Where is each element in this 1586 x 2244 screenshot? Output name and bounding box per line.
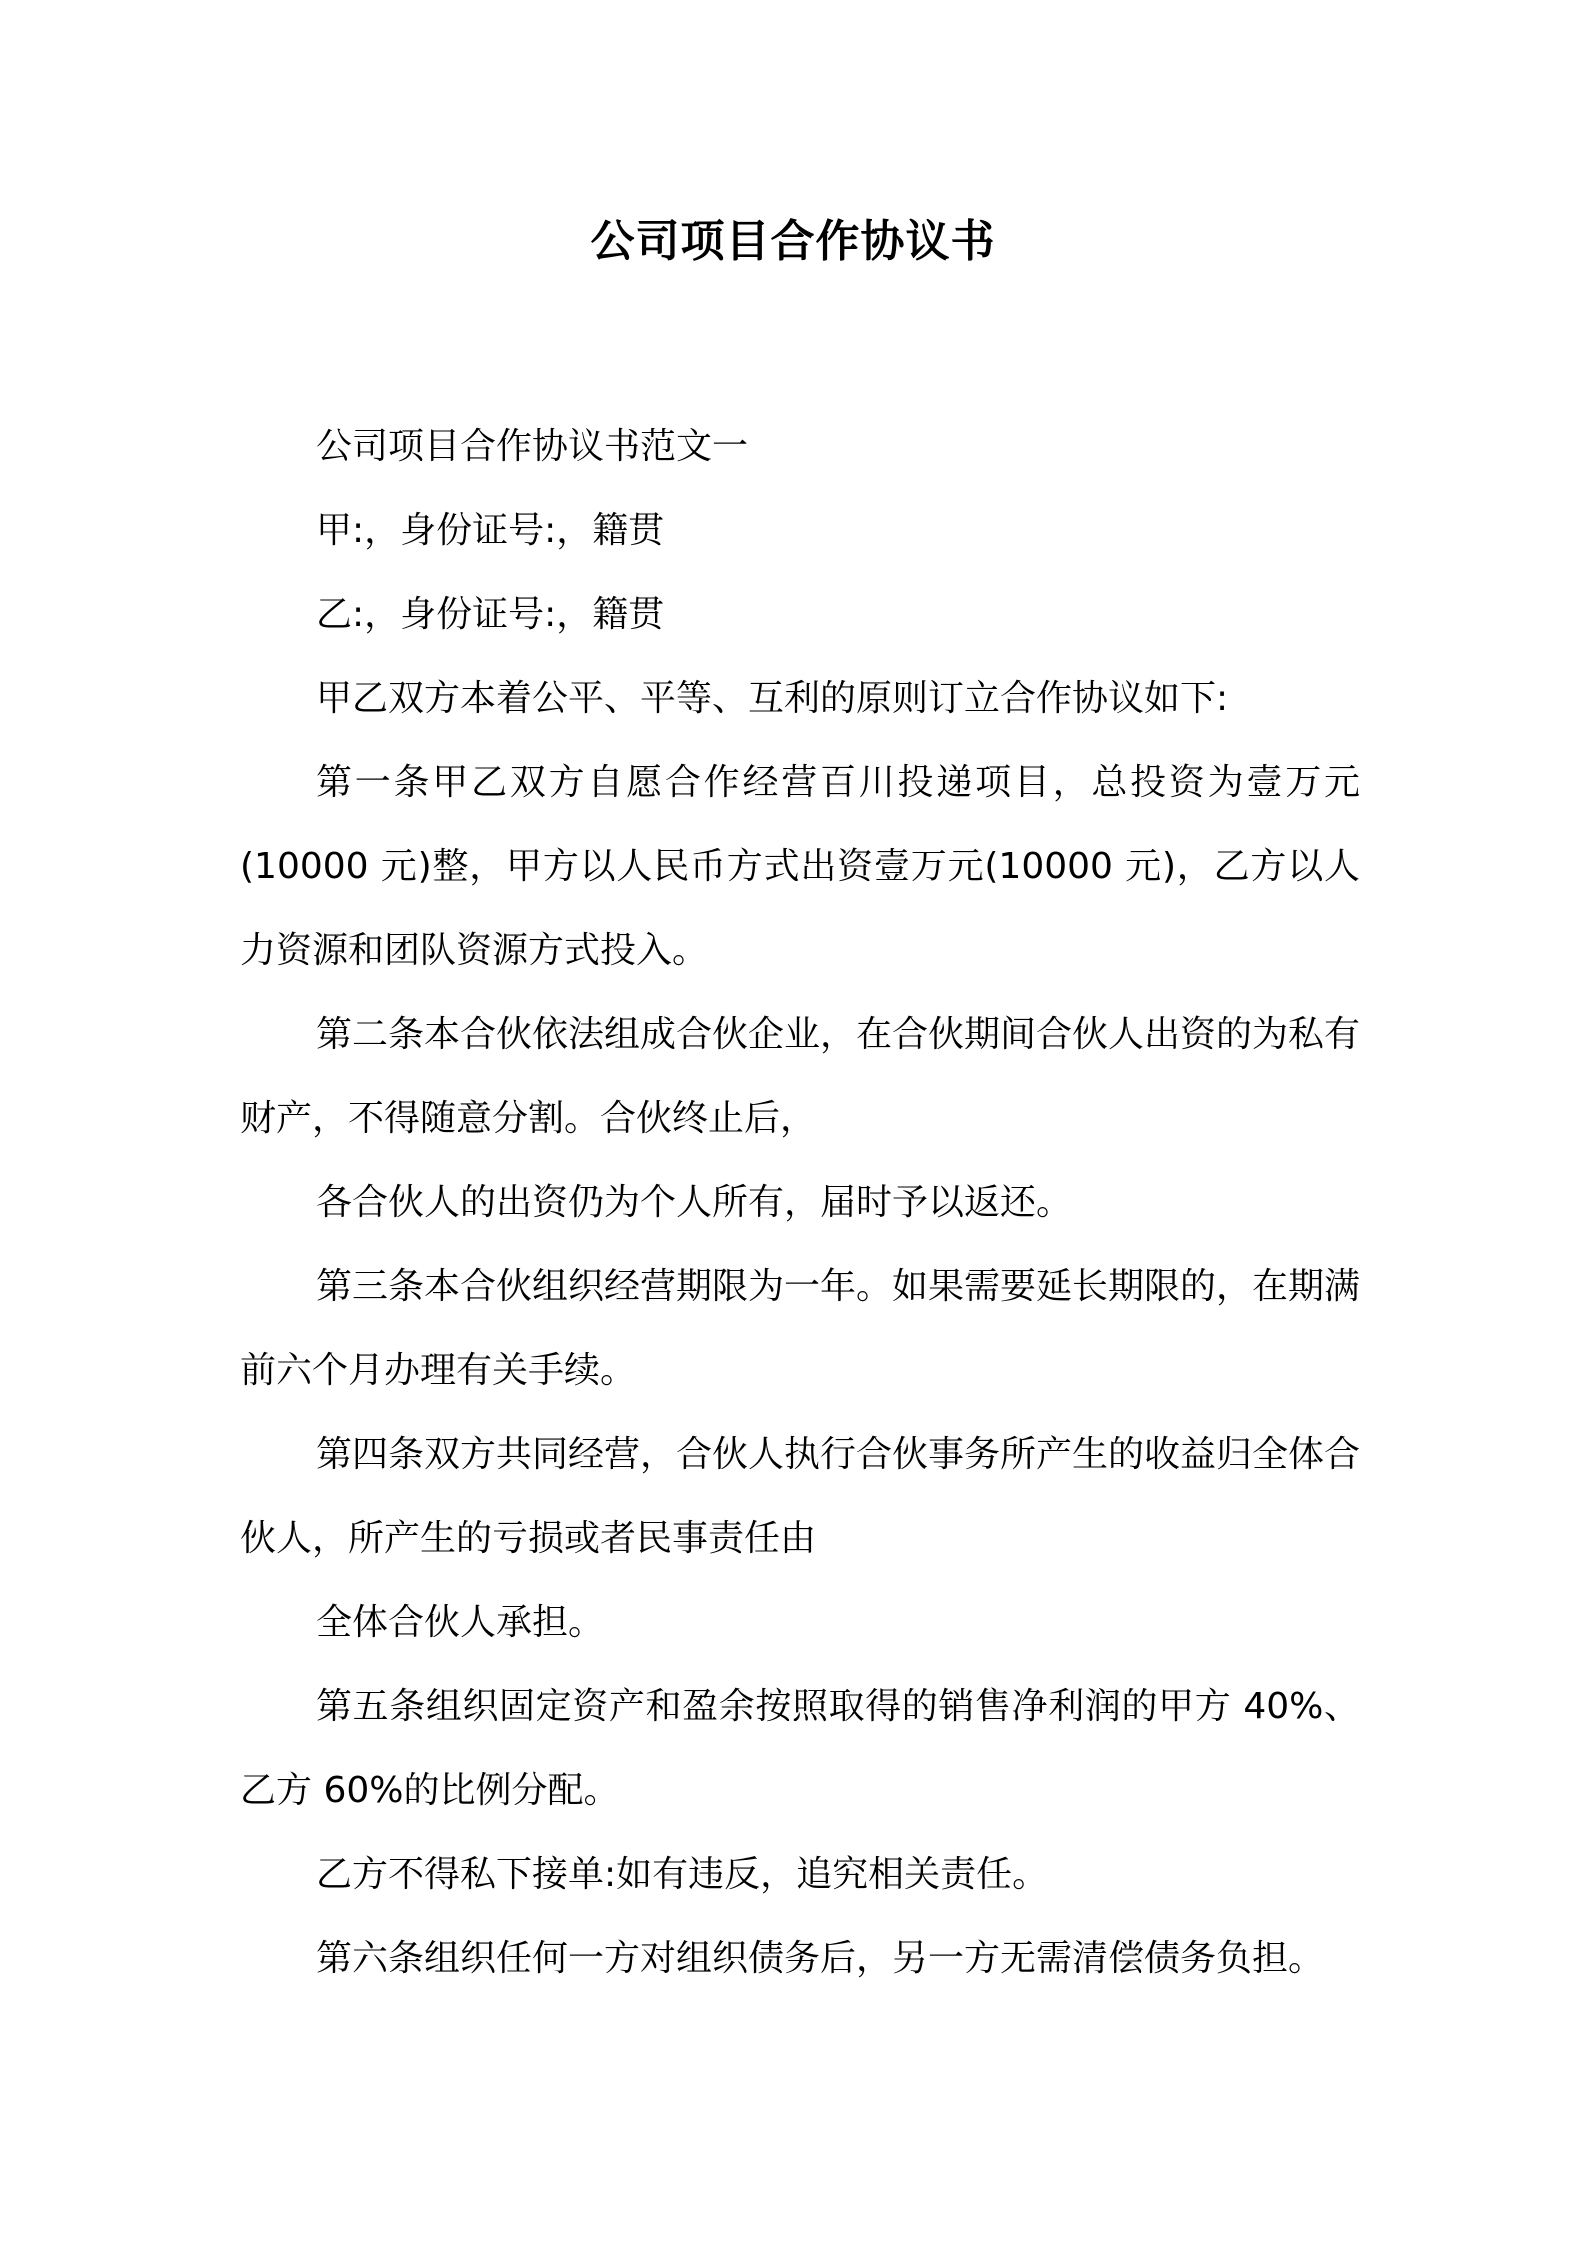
paragraph-subtitle: 公司项目合作协议书范文一	[316, 426, 749, 467]
paragraph-article-6: 第六条组织任何一方对组织债务后，另一方无需清偿债务负担。	[316, 1938, 1325, 1979]
paragraph-article-5: 第五条组织固定资产和盈余按照取得的销售净利润的甲方 40%、乙方 60%的比例分配。	[240, 1686, 1360, 1811]
paragraph-party-a: 甲:，身份证号:，籍贯	[316, 510, 665, 551]
paragraph-article-2: 第二条本合伙依法组成合伙企业，在合伙期间合伙人出资的为私有财产，不得随意分割。合伙终止后，	[240, 1014, 1361, 1139]
document-body	[240, 405, 1360, 2001]
paragraph-party-b: 乙:，身份证号:，籍贯	[316, 594, 665, 635]
paragraph-article-5-note: 乙方不得私下接单:如有违反，追究相关责任。	[316, 1854, 1049, 1895]
paragraph-preamble: 甲乙双方本着公平、平等、互利的原则订立合作协议如下:	[316, 678, 1229, 719]
paragraph-article-1: 第一条甲乙双方自愿合作经营百川投递项目，总投资为壹万元(10000 元)整，甲方以人民币方式出资壹万元(10000 元)，乙方以人力资源和团队资源方式投入。	[240, 762, 1360, 971]
paragraph-article-4: 第四条双方共同经营，合伙人执行合伙事务所产生的收益归全体合伙人，所产生的亏损或者民事责任由	[240, 1434, 1361, 1559]
paragraph-article-3: 第三条本合伙组织经营期限为一年。如果需要延长期限的，在期满前六个月办理有关手续。	[240, 1266, 1361, 1391]
paragraph-article-2-continued: 各合伙人的出资仍为个人所有，届时予以返还。	[316, 1182, 1073, 1223]
page-title: 公司项目合作协议书	[590, 216, 996, 267]
paragraph-article-4-continued: 全体合伙人承担。	[316, 1602, 605, 1643]
